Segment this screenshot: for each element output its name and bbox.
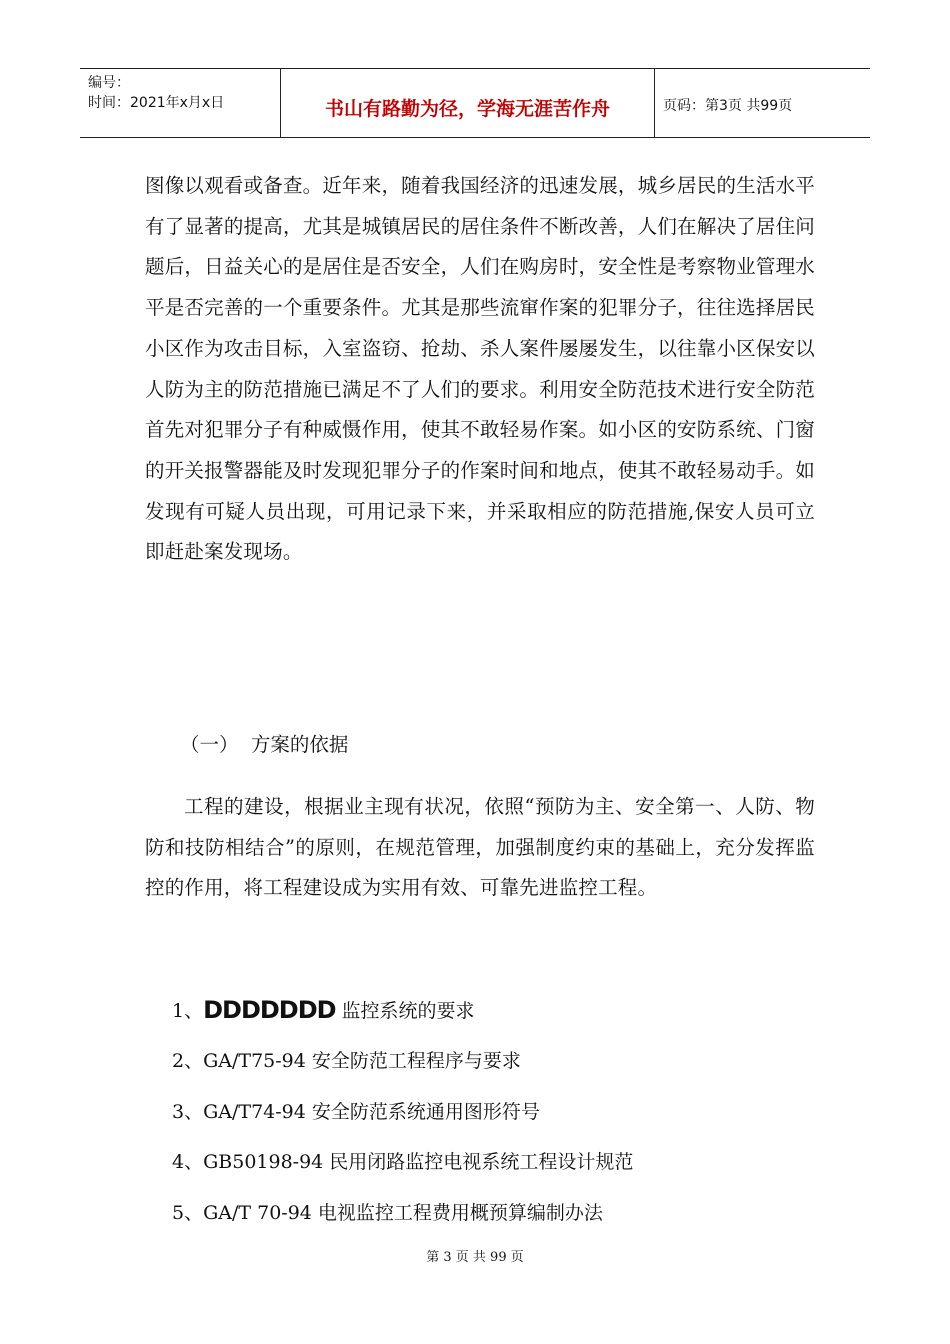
header-meta-cell <box>80 69 281 137</box>
header-time-label: 时间：2021年x月x日 <box>88 95 225 111</box>
list-item <box>172 1188 633 1239</box>
list-item-code: DDDDDDD <box>203 996 336 1024</box>
list-item-text: GA/T 70-94 电视监控工程费用概预算编制办法 <box>203 1202 603 1225</box>
list-item-text: GA/T75-94 安全防范工程程序与要求 <box>203 1049 521 1072</box>
document-header <box>80 68 870 138</box>
list-item <box>172 985 633 1036</box>
header-number-label: 编号： <box>88 75 130 91</box>
list-item-text: 监控系统的要求 <box>341 1000 475 1022</box>
list-item <box>172 1036 633 1087</box>
list-item-prefix: 2、 <box>172 1049 204 1072</box>
header-motto: 书山有路勤为径，学海无涯苦作舟 <box>281 69 655 137</box>
list-item-text: GA/T74-94 安全防范系统通用图形符号 <box>203 1100 540 1123</box>
list-item-prefix: 1、 <box>172 1000 204 1022</box>
page-footer: 第 3 页 共 99 页 <box>426 1250 524 1265</box>
reference-list <box>172 985 633 1239</box>
list-item <box>172 1087 633 1138</box>
section-heading: （一） 方案的依据 <box>180 733 349 756</box>
list-item <box>172 1137 633 1188</box>
list-item-prefix: 5、 <box>172 1202 204 1225</box>
body-paragraph-2: 工程的建设，根据业主现有状况，依照“预防为主、安全第一、人防、物防和技防相结合”的原则，在规范管理，加强制度约束的基础上，充分发挥监控的作用，将工程建设成为实用有效、可靠先进监控工程。 <box>145 795 815 900</box>
header-page-info: 页码：第3页 共99页 <box>663 98 793 114</box>
list-item-prefix: 3、 <box>172 1100 204 1123</box>
list-item-text: GB50198-94 民用闭路监控电视系统工程设计规范 <box>203 1151 634 1174</box>
body-paragraph-1: 图像以观看或备查。近年来，随着我国经济的迅速发展，城乡居民的生活水平有了显著的提高，尤其是城镇居民的居住条件不断改善，人们在解决了居住问题后，日益关心的是居住是否安全，人们在购房时，安全性是考察物业管理水平是否完善的一个重要条件。尤其是那些流窜作案的犯罪分子，往往选择居民小区作为攻击目标，入室盗窃、抢劫、杀人案件屡屡发生，以往靠小区保安以人防为主的防范措施已满足不了人们的要求。利用安全防范技术进行安全防范首先对犯罪分子有种威慑作用，使其不敢轻易作案。如小区的安防系统、门窗的开关报警器能及时发现犯罪分子的作案时间和地点，使其不敢轻易动手。如发现有可疑人员出现，可用记录下来，并采取相应的防范措施,保安人员可立即赶赴案发现场。 <box>145 174 815 564</box>
list-item-prefix: 4、 <box>172 1151 204 1174</box>
